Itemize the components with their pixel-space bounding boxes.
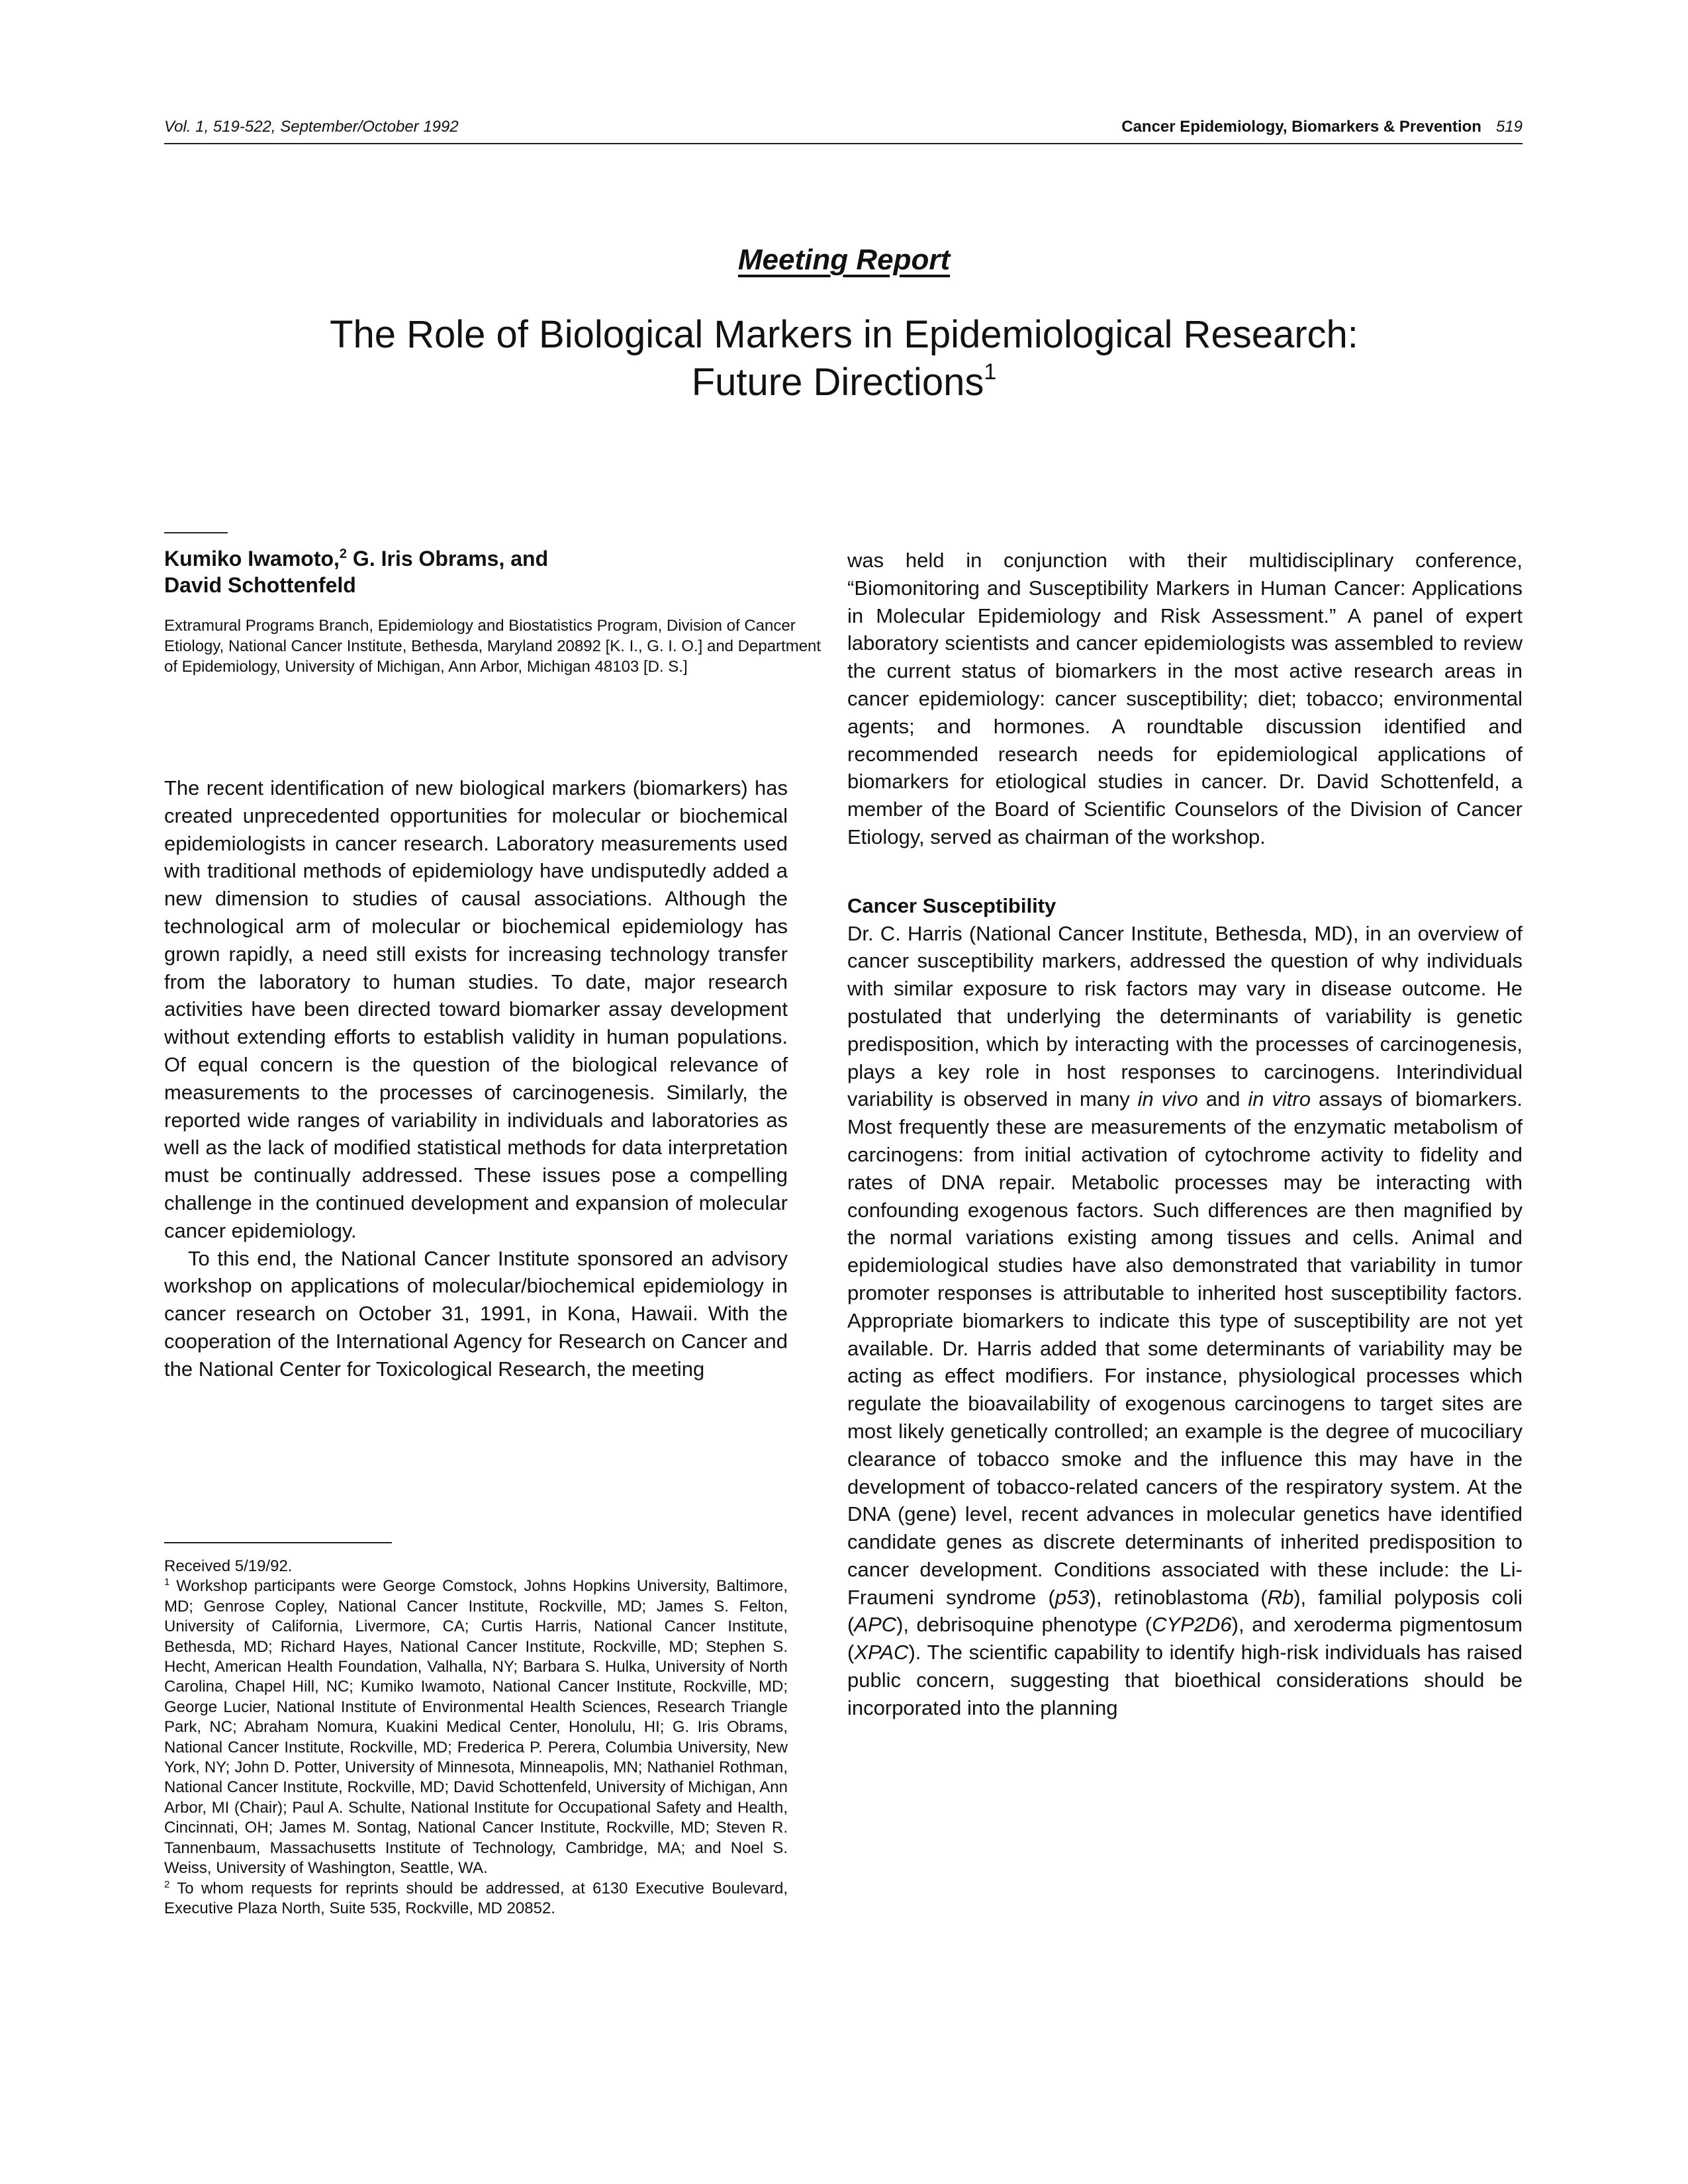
section-label: Meeting Report bbox=[737, 244, 951, 276]
volume-citation: Vol. 1, 519-522, September/October 1992 bbox=[164, 118, 459, 136]
section-heading: Cancer Susceptibility bbox=[847, 893, 1056, 917]
footnotes bbox=[164, 1557, 788, 1919]
author-line-2: David Schottenfeld bbox=[164, 573, 356, 597]
paragraph: Dr. C. Harris (National Cancer Institute, Bethesda, MD), in an overview of cancer susceptibility markers, addressed the question of why individuals with similar exposure to risk factors may vary in disease outcome. He postulated that underlying the determinants of variability is genetic predisposition, which by interacting with the processes of carcinogenesis, plays a key role in host responses to carcinogens. Interindividual variability is observed in many in vivo and in vitro assays of biomarkers. Most frequently these are measurements of the enzymatic metabolism of carcinogens: from initial activation of cytochrome activity to fidelity and rates of DNA repair. Metabolic processes may be interacting with confounding exogenous factors. Such differences are then magnified by the normal variations existing among tissues and cells. Animal and epidemiological studies have also demonstrated that variability in tumor promoter responses is attributable to inherited host susceptibility factors. Appropriate biomarkers to indicate this type of susceptibility are not yet available. Dr. Harris added that some determinants of variability may be acting as effect modifiers. For instance, physiological processes which regulate the bioavailability of exogenous carcinogens to target sites are most likely genetically controlled; an example is the degree of mucociliary clearance of tobacco smoke and the influence this may have in the development of tobacco-related cancers of the respiratory system. At the DNA (gene) level, recent advances in molecular genetics have identified candidate genes as discrete determinants of inherited predisposition to cancer development. Conditions associated with these include: the Li-Fraumeni syndrome (p53), retinoblastoma (Rb), familial polyposis coli (APC), debrisoquine phenotype (CYP2D6), and xeroderma pigmentosum (XPAC). The scientific capability to identify high-risk individuals has raised public concern, suggesting that bioethical considerations should be incorporated into the planning bbox=[847, 921, 1523, 1719]
paragraph: To this end, the National Cancer Institute sponsored an advisory workshop on applications of molecular/biochemical epidemiology in cancer research on October 31, 1991, in Kona, Hawaii. With the cooperation of the International Agency for Research on Cancer and the National Center for Toxicological Research, the meeting bbox=[164, 1246, 788, 1381]
gene-name: p53 bbox=[1055, 1585, 1090, 1609]
left-column bbox=[164, 774, 788, 1383]
author-1: Kumiko Iwamoto, bbox=[164, 547, 340, 570]
footnote-1-text: Workshop participants were George Comstock, Johns Hopkins University, Baltimore, MD; Genrose Copley, National Cancer Institute, Rockville, MD; James S. Felton, University of California, Livermore, CA; Curtis Harris, National Cancer Institute, Bethesda, MD; Richard Hayes, National Cancer Institute, Rockville, MD; Stephen S. Hecht, American Health Foundation, Valhalla, NY; Barbara S. Hulka, University of North Carolina, Chapel Hill, NC; Kumiko Iwamoto, National Cancer Institute, Rockville, MD; George Lucier, National Institute of Environmental Health Sciences, Research Triangle Park, NC; Abraham Nomura, Kuakini Medical Center, Honolulu, HI; G. Iris Obrams, National Cancer Institute, Rockville, MD; Frederica P. Perera, Columbia University, New York, NY; John D. Potter, University of Minnesota, Minneapolis, MN; Nathaniel Rothman, National Cancer Institute, Rockville, MD; David Schottenfeld, University of Michigan, Ann Arbor, MI (Chair); Paul A. Schulte, National Institute for Occupational Safety and Health, Cincinnati, OH; James M. Sontag, National Cancer Institute, Rockville, MD; Steven R. Tannenbaum, Massachusetts Institute of Technology, Cambridge, MA; and Noel S. Weiss, University of Washington, Seattle, WA. bbox=[164, 1577, 788, 1878]
footnote-1-mark: 1 bbox=[164, 1576, 170, 1588]
title-footnote-mark: 1 bbox=[984, 359, 997, 385]
header-rule bbox=[164, 143, 1523, 144]
journal-header bbox=[1121, 118, 1523, 136]
gene-name: CYP2D6 bbox=[1152, 1613, 1232, 1637]
authors-2-3: G. Iris Obrams, and bbox=[347, 547, 549, 570]
received-date: Received 5/19/92. bbox=[164, 1557, 293, 1575]
footnote-2-text: To whom requests for reprints should be addressed, at 6130 Executive Boulevard, Executive Plaza North, Suite 535, Rockville, MD 20852. bbox=[164, 1879, 788, 1917]
right-column bbox=[847, 547, 1523, 1722]
article-title bbox=[132, 311, 1556, 406]
paragraph: The recent identification of new biological markers (biomarkers) has created unprecedented opportunities for molecular or biochemical epidemiologists in cancer research. Laboratory measurements used with traditional methods of epidemiology have undisputedly added a new dimension to studies of causal associations. Although the technological arm of molecular or biochemical epidemiology has grown rapidly, a need still exists for increasing technology transfer from the laboratory to human studies. To date, major research activities have been directed toward biomarker assay development without extending efforts to establish validity in human populations. Of equal concern is the question of the biological relevance of measurements to the processes of carcinogenesis. Similarly, the reported wide ranges of variability in individuals and laboratories as well as the lack of modified statistical methods for data interpretation must be continually addressed. These issues pose a compelling challenge in the continued development and expansion of molecular cancer epidemiology. bbox=[164, 776, 788, 1242]
footnote-2 bbox=[164, 1879, 788, 1919]
footnote-2-mark: 2 bbox=[164, 1878, 170, 1890]
journal-name: Cancer Epidemiology, Biomarkers & Prevention bbox=[1121, 118, 1481, 136]
author-list bbox=[164, 545, 793, 598]
page-number: 519 bbox=[1495, 118, 1523, 136]
author-1-footnote-mark: 2 bbox=[339, 547, 348, 561]
gene-name: XPAC bbox=[854, 1641, 909, 1664]
title-line-2: Future Directions bbox=[691, 361, 984, 404]
gene-name: APC bbox=[854, 1613, 897, 1637]
title-line-1: The Role of Biological Markers in Epidemiological Research: bbox=[330, 313, 1358, 356]
running-head bbox=[164, 118, 1523, 144]
footnote-1 bbox=[164, 1576, 788, 1878]
affiliation: Extramural Programs Branch, Epidemiology and Biostatistics Program, Division of Cancer Etiology, National Cancer Institute, Bethesda, Maryland 20892 [K. I., G. I. O.] and Department of Epidemiology, University of Michigan, Ann Arbor, Michigan 48103 [D. S.] bbox=[164, 617, 821, 676]
paragraph: was held in conjunction with their multidisciplinary conference, “Biomonitoring and Susceptibility Markers in Human Cancer: Applications in Molecular Epidemiology and Risk Assessment.” A panel of expert laboratory scientists and cancer epidemiologists was assembled to review the current status of biomarkers in the most active research areas in cancer epidemiology: cancer susceptibility; diet; tobacco; environmental agents; and hormones. A roundtable discussion identified and recommended research needs for epidemiological applications of biomarkers for etiological studies in cancer. Dr. David Schottenfeld, a member of the Board of Scientific Counselors of the Division of Cancer Etiology, served as chairman of the workshop. bbox=[847, 549, 1523, 848]
gene-name: Rb bbox=[1267, 1585, 1294, 1609]
author-rule bbox=[164, 532, 228, 533]
footnote-rule bbox=[164, 1542, 392, 1543]
